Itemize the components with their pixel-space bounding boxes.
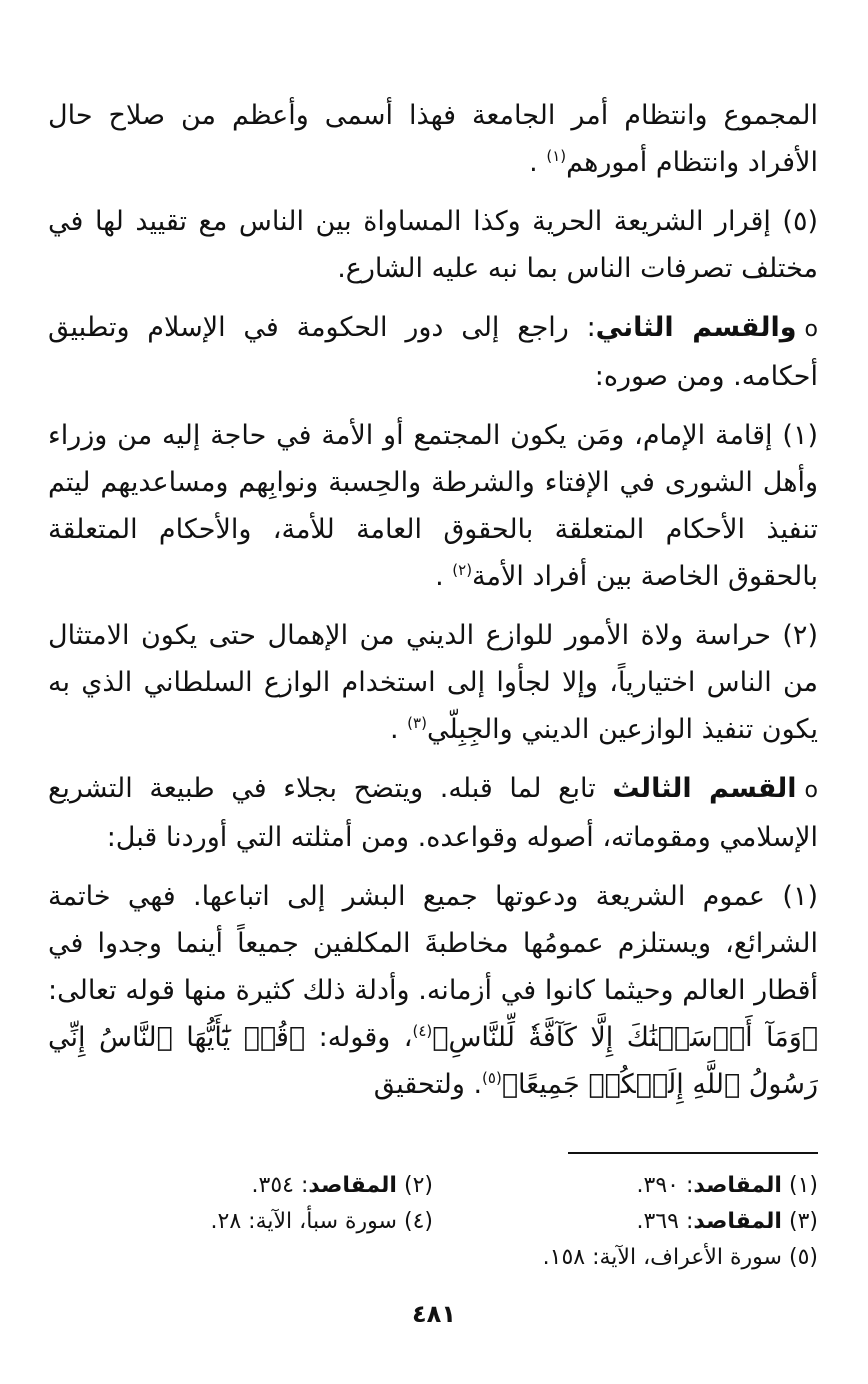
footnote-ref[interactable]: (٢) <box>452 561 473 579</box>
footnote-divider <box>568 1152 818 1154</box>
footnote-text: : ٣٩٠. <box>636 1173 694 1198</box>
footnote-source: المقاصد <box>693 1173 782 1198</box>
footnote-text: : ٣٦٩. <box>636 1209 694 1234</box>
paragraph-3 <box>48 304 818 400</box>
paragraph-6 <box>48 765 818 861</box>
quran-verse: ﴿قُلۡ يَٰٓأَيُّهَا ٱلنَّاسُ إِنِّي رَسُولُ ٱللَّهِ إِلَيۡكُمۡ جَمِيعًا﴾ <box>48 1022 818 1100</box>
footnote-number: (٢) <box>403 1173 433 1198</box>
footnotes <box>48 1168 818 1276</box>
paragraph-5 <box>48 612 818 753</box>
footnote-text: سورة سبأ، الآية: ٢٨. <box>210 1209 397 1234</box>
footnote-row <box>48 1240 818 1276</box>
paragraph-7 <box>48 873 818 1108</box>
footnote-number: (١) <box>788 1173 818 1198</box>
paragraph-text: إقرار الشريعة الحرية وكذا المساواة بين الناس مع تقييد لها في مختلف تصرفات الناس بما نبه عليه الشارع. <box>48 206 818 284</box>
footnote-text: : ٣٥٤. <box>251 1173 309 1198</box>
footnote-ref[interactable]: (٤) <box>412 1022 433 1040</box>
section-heading: القسم الثالث <box>612 773 797 804</box>
footnote-text: سورة الأعراف، الآية: ١٥٨. <box>542 1245 782 1270</box>
paragraph-text: عموم الشريعة ودعوتها جميع البشر إلى اتباعها. فهي خاتمة الشرائع، ويستلزم عمومُها مخاطبةَ المكلفين جميعاً أينما وجدوا في أقطار العالم وحيثما كانوا في أزمانه. وأدلة ذلك كثيرة منها قوله تعالى: <box>48 881 818 1006</box>
item-number: (١) <box>782 420 818 451</box>
footnote-2 <box>48 1168 433 1204</box>
footnote-number: (٣) <box>788 1209 818 1234</box>
quran-verse: ﴿وَمَآ أَرۡسَلۡنَٰكَ إِلَّا كَآفَّةٗ لِّلنَّاسِ﴾ <box>432 1022 818 1053</box>
footnote-source: المقاصد <box>693 1209 782 1234</box>
footnote-1 <box>433 1168 818 1204</box>
item-number: (٥) <box>782 206 818 237</box>
item-number: (٢) <box>782 620 818 651</box>
footnote-number: (٤) <box>403 1209 433 1234</box>
footnote-3 <box>433 1204 818 1240</box>
paragraph-text: حراسة ولاة الأمور للوازع الديني من الإهمال حتى يكون الامتثال من الناس اختيارياً، وإلا لجأوا إلى استخدام الوازع السلطاني الذي به يكون تنفيذ الوازعين الديني والجِبِلّي <box>48 620 818 745</box>
paragraph-text: : راجع إلى دور الحكومة في الإسلام وتطبيق أحكامه. ومن صوره: <box>48 312 818 392</box>
footnote-number: (٥) <box>788 1245 818 1270</box>
footnote-source: المقاصد <box>308 1173 397 1198</box>
page-body <box>48 92 818 1120</box>
paragraph-text: المجموع وانتظام أمر الجامعة فهذا أسمى وأعظم من صلاح حال الأفراد وانتظام أمورهم <box>48 100 818 178</box>
footnote-ref[interactable]: (٣) <box>407 714 427 732</box>
paragraph-text: ، وقوله: <box>318 1022 413 1053</box>
footnote-row <box>48 1204 818 1240</box>
paragraph-text: تابع لما قبله. ويتضح بجلاء في طبيعة التشريع الإسلامي ومقوماته، أصوله وقواعده. ومن أمثلته التي أوردنا قبل: <box>48 773 818 853</box>
paragraph-1 <box>48 92 818 186</box>
paragraph-end: . <box>529 147 538 178</box>
footnote-5 <box>433 1240 818 1276</box>
paragraph-text: إقامة الإمام، ومَن يكون المجتمع أو الأمة في حاجة إليه من وزراء وأهل الشورى في الإفتاء والشرطة والحِسبة ونوابِهم ومساعديهم ليتم تنفيذ الأحكام المتعلقة بالحقوق العامة للأمة، والأحكام المتعلقة بالحقوق الخاصة بين أفراد الأمة <box>48 420 818 592</box>
page-number: ٤٨١ <box>412 1300 456 1328</box>
footnote-ref[interactable]: (٥) <box>482 1069 502 1087</box>
paragraph-2 <box>48 198 818 292</box>
paragraph-end: . <box>389 714 399 745</box>
bullet-icon: o <box>804 778 818 803</box>
footnote-4 <box>48 1204 433 1240</box>
paragraph-end: . <box>435 561 444 592</box>
paragraph-text: . ولتحقيق <box>373 1069 483 1100</box>
footnote-ref[interactable]: (١) <box>546 147 567 165</box>
footnote-row <box>48 1168 818 1204</box>
bullet-icon: o <box>804 317 818 342</box>
item-number: (١) <box>782 881 818 912</box>
paragraph-4 <box>48 412 818 600</box>
section-heading: والقسم الثاني <box>595 312 797 343</box>
